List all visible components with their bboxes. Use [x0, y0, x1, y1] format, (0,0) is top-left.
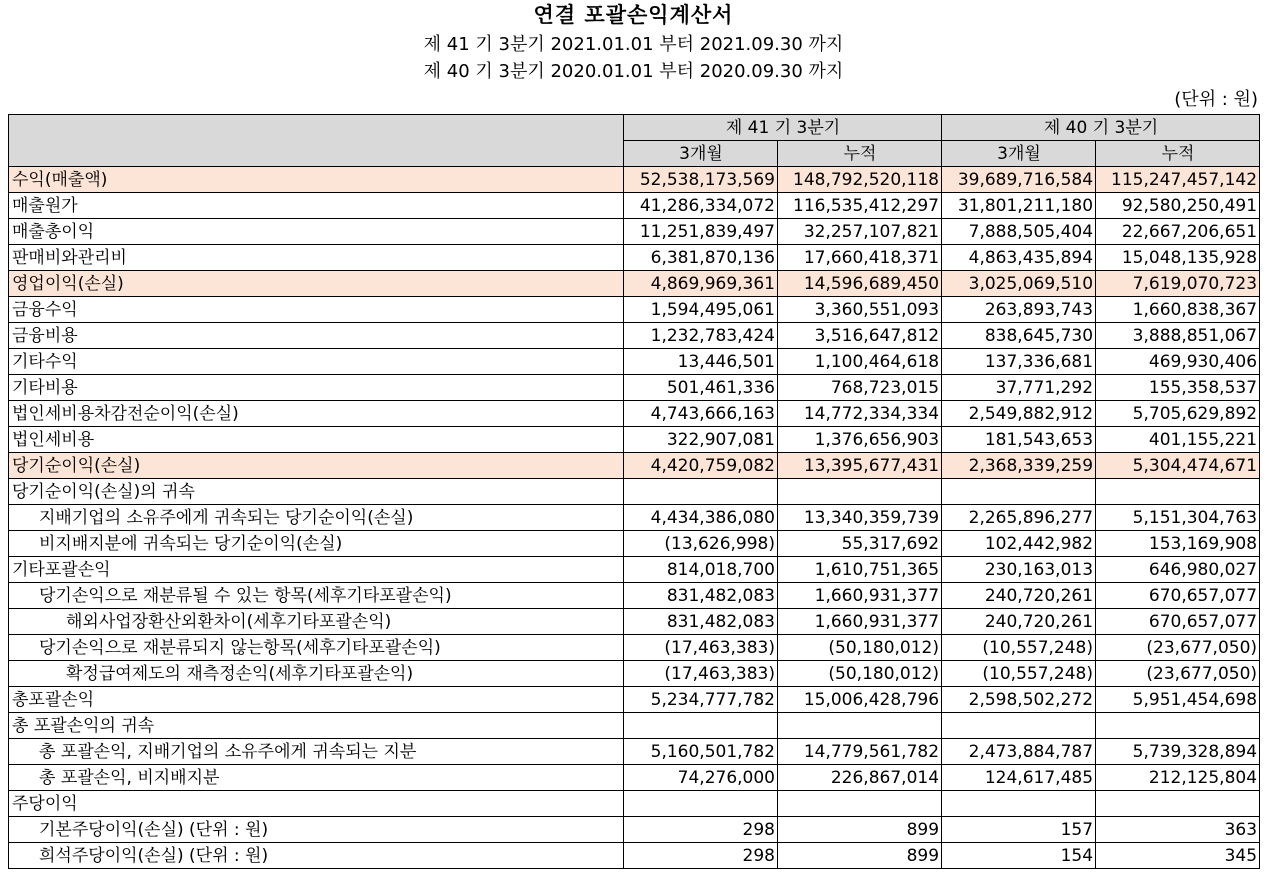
row-value: 32,257,107,821	[778, 219, 942, 245]
table-row	[9, 713, 1260, 739]
row-value: 4,869,969,361	[624, 271, 778, 297]
row-value: 157	[942, 817, 1096, 843]
row-label: 영업이익(손실)	[9, 271, 624, 297]
row-value	[1096, 479, 1260, 505]
row-value: 670,657,077	[1096, 609, 1260, 635]
row-value: 2,368,339,259	[942, 453, 1096, 479]
row-label: 해외사업장환산외환차이(세후기타포괄손익)	[9, 609, 624, 635]
row-value: 74,276,000	[624, 765, 778, 791]
row-value: 4,434,386,080	[624, 505, 778, 531]
table-row	[9, 453, 1260, 479]
row-label: 금융수익	[9, 297, 624, 323]
header-sub-prior-3m: 3개월	[942, 141, 1096, 167]
row-label: 주당이익	[9, 791, 624, 817]
row-value: 4,420,759,082	[624, 453, 778, 479]
row-value: 1,660,838,367	[1096, 297, 1260, 323]
row-value: 298	[624, 817, 778, 843]
row-value: 55,317,692	[778, 531, 942, 557]
row-value: 814,018,700	[624, 557, 778, 583]
row-value: 240,720,261	[942, 583, 1096, 609]
header-item-cell	[9, 115, 624, 167]
row-value: 17,660,418,371	[778, 245, 942, 271]
table-row	[9, 271, 1260, 297]
table-row	[9, 349, 1260, 375]
row-value: (13,626,998)	[624, 531, 778, 557]
table-row	[9, 661, 1260, 687]
row-value: (10,557,248)	[942, 661, 1096, 687]
row-value: 4,743,666,163	[624, 401, 778, 427]
row-label: 희석주당이익(손실) (단위 : 원)	[9, 843, 624, 869]
row-value	[942, 791, 1096, 817]
row-value: 7,619,070,723	[1096, 271, 1260, 297]
row-label: 기타수익	[9, 349, 624, 375]
row-value: 5,160,501,782	[624, 739, 778, 765]
row-value: (23,677,050)	[1096, 635, 1260, 661]
row-value: 5,304,474,671	[1096, 453, 1260, 479]
row-value	[778, 479, 942, 505]
period-prior-text: 제 40 기 3분기 2020.01.01 부터 2020.09.30 까지	[423, 61, 844, 82]
row-value: 2,598,502,272	[942, 687, 1096, 713]
row-value: 831,482,083	[624, 609, 778, 635]
row-value: (50,180,012)	[778, 661, 942, 687]
row-label: 매출원가	[9, 193, 624, 219]
row-value: 3,025,069,510	[942, 271, 1096, 297]
row-value: 646,980,027	[1096, 557, 1260, 583]
row-value: 181,543,653	[942, 427, 1096, 453]
row-value	[942, 479, 1096, 505]
row-value: 469,930,406	[1096, 349, 1260, 375]
row-value: 154	[942, 843, 1096, 869]
row-value: 115,247,457,142	[1096, 167, 1260, 193]
table-row	[9, 635, 1260, 661]
row-value: 3,360,551,093	[778, 297, 942, 323]
row-label: 법인세비용	[9, 427, 624, 453]
row-value: 363	[1096, 817, 1260, 843]
row-value: 263,893,743	[942, 297, 1096, 323]
row-label: 비지배지분에 귀속되는 당기순이익(손실)	[9, 531, 624, 557]
row-value	[624, 791, 778, 817]
row-label: 매출총이익	[9, 219, 624, 245]
row-value: 22,667,206,651	[1096, 219, 1260, 245]
income-statement-table	[8, 114, 1260, 869]
row-value: 2,549,882,912	[942, 401, 1096, 427]
row-value	[624, 713, 778, 739]
row-value: (17,463,383)	[624, 635, 778, 661]
row-value: 768,723,015	[778, 375, 942, 401]
row-label: 당기손익으로 재분류되지 않는항목(세후기타포괄손익)	[9, 635, 624, 661]
row-value: 41,286,334,072	[624, 193, 778, 219]
row-value: 15,048,135,928	[1096, 245, 1260, 271]
row-value: 5,739,328,894	[1096, 739, 1260, 765]
row-value	[778, 713, 942, 739]
row-label: 판매비와관리비	[9, 245, 624, 271]
row-value: 670,657,077	[1096, 583, 1260, 609]
row-value: 137,336,681	[942, 349, 1096, 375]
row-value: 899	[778, 817, 942, 843]
table-row	[9, 791, 1260, 817]
row-value: (17,463,383)	[624, 661, 778, 687]
row-value: 39,689,716,584	[942, 167, 1096, 193]
row-value: 1,660,931,377	[778, 583, 942, 609]
row-value: 226,867,014	[778, 765, 942, 791]
row-label: 기타포괄손익	[9, 557, 624, 583]
row-value	[778, 791, 942, 817]
table-row	[9, 375, 1260, 401]
row-label: 금융비용	[9, 323, 624, 349]
row-value: 1,376,656,903	[778, 427, 942, 453]
row-label: 총 포괄손익의 귀속	[9, 713, 624, 739]
row-value	[624, 479, 778, 505]
row-value: 124,617,485	[942, 765, 1096, 791]
row-value: 14,772,334,334	[778, 401, 942, 427]
row-value: 5,151,304,763	[1096, 505, 1260, 531]
row-value: 240,720,261	[942, 609, 1096, 635]
row-label: 지배기업의 소유주에게 귀속되는 당기순이익(손실)	[9, 505, 624, 531]
row-value: 831,482,083	[624, 583, 778, 609]
row-value: 116,535,412,297	[778, 193, 942, 219]
row-label: 총 포괄손익, 지배기업의 소유주에게 귀속되는 지분	[9, 739, 624, 765]
row-value: (10,557,248)	[942, 635, 1096, 661]
row-label: 법인세비용차감전순이익(손실)	[9, 401, 624, 427]
table-row	[9, 323, 1260, 349]
header-prior-period: 제 40 기 3분기	[942, 115, 1260, 141]
row-label: 당기순이익(손실)	[9, 453, 624, 479]
header-sub-prior-cumulative: 누적	[1096, 141, 1260, 167]
row-label: 기타비용	[9, 375, 624, 401]
row-value: 2,473,884,787	[942, 739, 1096, 765]
row-value: 230,163,013	[942, 557, 1096, 583]
row-label: 확정급여제도의 재측정손익(세후기타포괄손익)	[9, 661, 624, 687]
table-row	[9, 739, 1260, 765]
table-body	[9, 167, 1260, 869]
table-row	[9, 817, 1260, 843]
row-value: 148,792,520,118	[778, 167, 942, 193]
row-value: 3,516,647,812	[778, 323, 942, 349]
row-value: 1,610,751,365	[778, 557, 942, 583]
row-value: 322,907,081	[624, 427, 778, 453]
table-row	[9, 245, 1260, 271]
row-value: 14,596,689,450	[778, 271, 942, 297]
row-value: 13,395,677,431	[778, 453, 942, 479]
row-value: 15,006,428,796	[778, 687, 942, 713]
row-value: 31,801,211,180	[942, 193, 1096, 219]
row-value: 6,381,870,136	[624, 245, 778, 271]
table-row	[9, 401, 1260, 427]
table-row	[9, 687, 1260, 713]
row-value: 5,705,629,892	[1096, 401, 1260, 427]
row-value: 501,461,336	[624, 375, 778, 401]
row-value: 7,888,505,404	[942, 219, 1096, 245]
row-value: 345	[1096, 843, 1260, 869]
row-value: 153,169,908	[1096, 531, 1260, 557]
row-value: 212,125,804	[1096, 765, 1260, 791]
row-label: 당기순이익(손실)의 귀속	[9, 479, 624, 505]
table-row	[9, 167, 1260, 193]
row-value: 37,771,292	[942, 375, 1096, 401]
table-row	[9, 557, 1260, 583]
row-value: 11,251,839,497	[624, 219, 778, 245]
row-value: 3,888,851,067	[1096, 323, 1260, 349]
period-current-text: 제 41 기 3분기 2021.01.01 부터 2021.09.30 까지	[423, 34, 844, 55]
table-row	[9, 583, 1260, 609]
table-row	[9, 843, 1260, 869]
row-value: 5,951,454,698	[1096, 687, 1260, 713]
row-value: 102,442,982	[942, 531, 1096, 557]
row-value: 92,580,250,491	[1096, 193, 1260, 219]
header-current-period: 제 41 기 3분기	[624, 115, 942, 141]
table-row	[9, 297, 1260, 323]
statement-title: 연결 포괄손익계산서	[533, 3, 734, 27]
row-value: 155,358,537	[1096, 375, 1260, 401]
header-row-periods	[9, 115, 1260, 141]
table-row	[9, 427, 1260, 453]
row-value	[942, 713, 1096, 739]
row-value: 401,155,221	[1096, 427, 1260, 453]
row-value: 5,234,777,782	[624, 687, 778, 713]
row-value: 52,538,173,569	[624, 167, 778, 193]
row-value: (50,180,012)	[778, 635, 942, 661]
row-value: 838,645,730	[942, 323, 1096, 349]
row-value: 2,265,896,277	[942, 505, 1096, 531]
row-label: 기본주당이익(손실) (단위 : 원)	[9, 817, 624, 843]
unit-label: (단위 : 원)	[1174, 89, 1258, 110]
row-label: 수익(매출액)	[9, 167, 624, 193]
row-value: 13,446,501	[624, 349, 778, 375]
header-sub-current-cumulative: 누적	[778, 141, 942, 167]
row-value: 1,100,464,618	[778, 349, 942, 375]
row-value	[1096, 713, 1260, 739]
table-row	[9, 505, 1260, 531]
table-row	[9, 193, 1260, 219]
row-value: 298	[624, 843, 778, 869]
row-value: 1,232,783,424	[624, 323, 778, 349]
row-label: 당기손익으로 재분류될 수 있는 항목(세후기타포괄손익)	[9, 583, 624, 609]
row-value: (23,677,050)	[1096, 661, 1260, 687]
table-row	[9, 531, 1260, 557]
table-row	[9, 609, 1260, 635]
row-value: 13,340,359,739	[778, 505, 942, 531]
row-value: 4,863,435,894	[942, 245, 1096, 271]
row-value: 14,779,561,782	[778, 739, 942, 765]
row-value: 899	[778, 843, 942, 869]
row-value: 1,594,495,061	[624, 297, 778, 323]
table-row	[9, 219, 1260, 245]
table-row	[9, 765, 1260, 791]
header-sub-current-3m: 3개월	[624, 141, 778, 167]
row-value	[1096, 791, 1260, 817]
table-row	[9, 479, 1260, 505]
row-label: 총 포괄손익, 비지배지분	[9, 765, 624, 791]
row-value: 1,660,931,377	[778, 609, 942, 635]
row-label: 총포괄손익	[9, 687, 624, 713]
